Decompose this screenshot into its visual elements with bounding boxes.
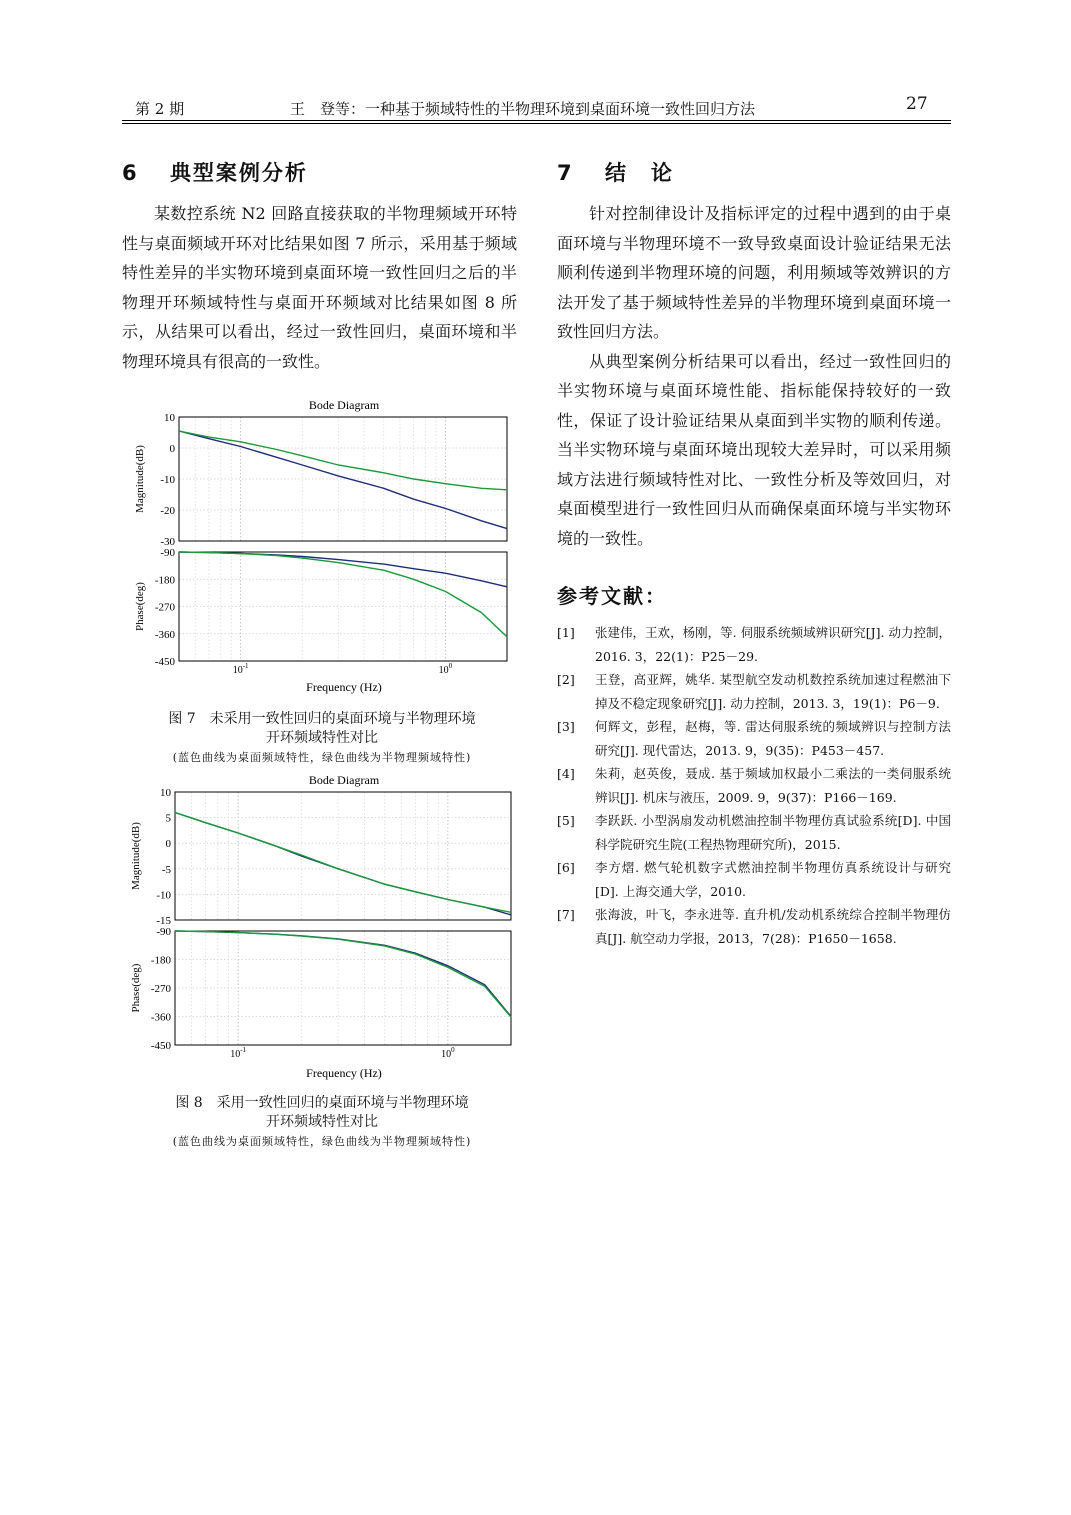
figure-8-bode-plot xyxy=(122,770,522,1082)
y-tick-label: -90 xyxy=(156,926,171,938)
figure-7-caption xyxy=(122,710,522,767)
series-line-semi_physical xyxy=(175,931,511,1017)
y-tick-label: -180 xyxy=(150,954,171,967)
reference-number: [5] xyxy=(557,813,575,828)
figure-7-caption-note: (蓝色曲线为桌面频域特性，绿色曲线为半物理频域特性) xyxy=(172,751,472,764)
series-line-desktop xyxy=(179,431,507,529)
series-line-semi_physical xyxy=(179,431,507,490)
reference-number: [3] xyxy=(557,719,575,734)
section-7-number: 7 xyxy=(557,161,574,185)
section-6-number: 6 xyxy=(122,161,139,185)
header-rule-bottom xyxy=(122,123,951,124)
figure-8-caption-note: (蓝色曲线为桌面频域特性，绿色曲线为半物理频域特性) xyxy=(172,1135,472,1148)
x-tick-label: $10^{-1}$ xyxy=(230,1046,247,1060)
x-axis-label: Frequency (Hz) xyxy=(306,680,382,694)
magnitude-panel xyxy=(130,787,511,927)
y-tick-label: -270 xyxy=(154,601,175,614)
y-tick-label: -10 xyxy=(156,889,171,902)
reference-item xyxy=(557,621,951,668)
chart-title: Bode Diagram xyxy=(308,398,380,412)
series-line-desktop xyxy=(175,813,511,915)
series-line-semi_physical xyxy=(179,552,507,637)
section-7-body xyxy=(557,199,951,553)
y-tick-label: -450 xyxy=(150,1040,171,1052)
y-tick-label: -15 xyxy=(156,915,171,927)
x-tick-label: $10^0$ xyxy=(438,662,453,676)
figure-7-caption-line2: 开环频域特性对比 xyxy=(266,730,378,746)
y-tick-label: -450 xyxy=(154,656,175,668)
y-axis-label: Phase(deg) xyxy=(130,963,142,1013)
reference-number: [7] xyxy=(557,907,575,922)
issue-number: 第 2 期 xyxy=(135,100,185,118)
y-axis-label: Magnitude(dB) xyxy=(130,822,142,890)
x-tick-label: $10^0$ xyxy=(441,1046,455,1060)
reference-text: 李方熠. 燃气轮机数字式燃油控制半物理仿真系统设计与研究[D]. 上海交通大学，2010. xyxy=(595,860,951,899)
y-tick-label: -360 xyxy=(154,628,175,641)
y-tick-label: -360 xyxy=(150,1011,171,1024)
reference-item xyxy=(557,903,951,950)
references-heading: 参考文献： xyxy=(557,584,667,608)
figure-7-caption-line1: 图 7 未采用一致性回归的桌面环境与半物理环境 xyxy=(168,711,476,727)
y-tick-label: -20 xyxy=(160,505,175,517)
section-6-body xyxy=(122,199,517,376)
reference-number: [1] xyxy=(557,625,575,640)
reference-item xyxy=(557,856,951,903)
reference-text: 何辉文，彭程，赵梅，等. 雷达伺服系统的频域辨识与控制方法研究[J]. 现代雷达，2013. 9，9(35)：P453－457. xyxy=(595,719,951,758)
magnitude-panel xyxy=(134,412,507,548)
page-number: 27 xyxy=(906,94,928,114)
y-axis-label: Magnitude(dB) xyxy=(134,445,146,513)
phase-panel xyxy=(130,926,511,1060)
y-axis-label: Phase(deg) xyxy=(134,582,146,631)
section-7-paragraph-2: 从典型案例分析结果可以看出，经过一致性回归的半实物环境与桌面环境性能、指标能保持较好的一致性，保证了设计验证结果从桌面到半实物的顺利传递。当半实物环境与桌面环境出现较大差异时，可以采用频域方法进行频域特性对比、一致性分析及等效回归，对桌面模型进行一致性回归从而确保桌面环境与半实物环境的一致性。 xyxy=(557,351,951,548)
section-6-title: 典型案例分析 xyxy=(169,161,308,185)
y-tick-label: 5 xyxy=(165,812,171,825)
y-tick-label: 0 xyxy=(165,838,171,851)
reference-text: 王登，高亚辉，姚华. 某型航空发动机数控系统加速过程燃油下掉及不稳定现象研究[J]. 动力控制，2013. 3，19(1)：P6－9. xyxy=(595,672,951,711)
y-tick-label: -90 xyxy=(160,547,175,559)
chart-title: Bode Diagram xyxy=(308,773,380,787)
running-title: 王 登等：一种基于频域特性的半物理环境到桌面环境一致性回归方法 xyxy=(290,100,756,118)
reference-text: 张海波，叶飞，李永进等. 直升机/发动机系统综合控制半物理仿真[J]. 航空动力学报，2013，7(28)：P1650－1658. xyxy=(595,907,951,946)
figure-7-bode-plot xyxy=(122,395,522,700)
reference-number: [2] xyxy=(557,672,575,687)
reference-text: 张建伟，王欢，杨刚，等. 伺服系统频域辨识研究[J]. 动力控制，2016. 3，22(1)：P25－29. xyxy=(595,625,951,664)
reference-text: 李跃跃. 小型涡扇发动机燃油控制半物理仿真试验系统[D]. 中国科学院研究生院(工程热物理研究所)，2015. xyxy=(595,813,951,852)
reference-item xyxy=(557,715,951,762)
plot-frame xyxy=(175,792,511,920)
y-tick-label: -10 xyxy=(160,474,175,486)
reference-number: [6] xyxy=(557,860,575,875)
figure-8-caption xyxy=(122,1094,522,1151)
x-tick-label: $10^{-1}$ xyxy=(232,662,249,676)
reference-text: 朱莉，赵英俊，聂成. 基于频域加权最小二乘法的一类伺服系统辨识[J]. 机床与液压，2009. 9，9(37)：P166－169. xyxy=(595,766,951,805)
section-6-heading xyxy=(122,157,308,187)
reference-item xyxy=(557,762,951,809)
x-axis-label: Frequency (Hz) xyxy=(306,1066,382,1080)
y-tick-label: -270 xyxy=(150,983,171,995)
reference-list xyxy=(557,621,951,950)
phase-panel xyxy=(134,547,507,676)
series-line-desktop xyxy=(179,552,507,587)
section-7-paragraph-1: 针对控制律设计及指标评定的过程中遇到的由于桌面环境与半物理环境不一致导致桌面设计验证结果无法顺利传递到半物理环境的问题，利用频域等效辨识的方法开发了基于频域特性差异的半物理环境到桌面环境一致性回归方法。 xyxy=(557,204,951,341)
header-rule-top xyxy=(122,120,951,121)
section-7-heading xyxy=(557,157,674,187)
figure-8-caption-line2: 开环频域特性对比 xyxy=(266,1114,378,1130)
y-tick-label: 10 xyxy=(164,412,175,424)
y-tick-label: 10 xyxy=(160,787,171,799)
y-tick-label: 0 xyxy=(169,443,175,455)
reference-item xyxy=(557,668,951,715)
series-line-semi_physical xyxy=(175,813,511,913)
reference-number: [4] xyxy=(557,766,575,781)
figure-8-caption-line1: 图 8 采用一致性回归的桌面环境与半物理环境 xyxy=(175,1095,469,1111)
y-tick-label: -30 xyxy=(160,536,175,548)
y-tick-label: -5 xyxy=(161,863,171,876)
y-tick-label: -180 xyxy=(154,574,175,587)
section-7-title: 结 论 xyxy=(604,161,674,185)
section-6-paragraph: 某数控系统 N2 回路直接获取的半物理频域开环特性与桌面频域开环对比结果如图 7 所示，采用基于频域特性差异的半实物环境到桌面环境一致性回归之后的半物理开环频域特性与桌面开环频域对比结果如图 8 所示，从结果可以看出，经过一致性回归，桌面环境和半物理环境具有很高的一致性。 xyxy=(122,204,517,371)
reference-item xyxy=(557,809,951,856)
